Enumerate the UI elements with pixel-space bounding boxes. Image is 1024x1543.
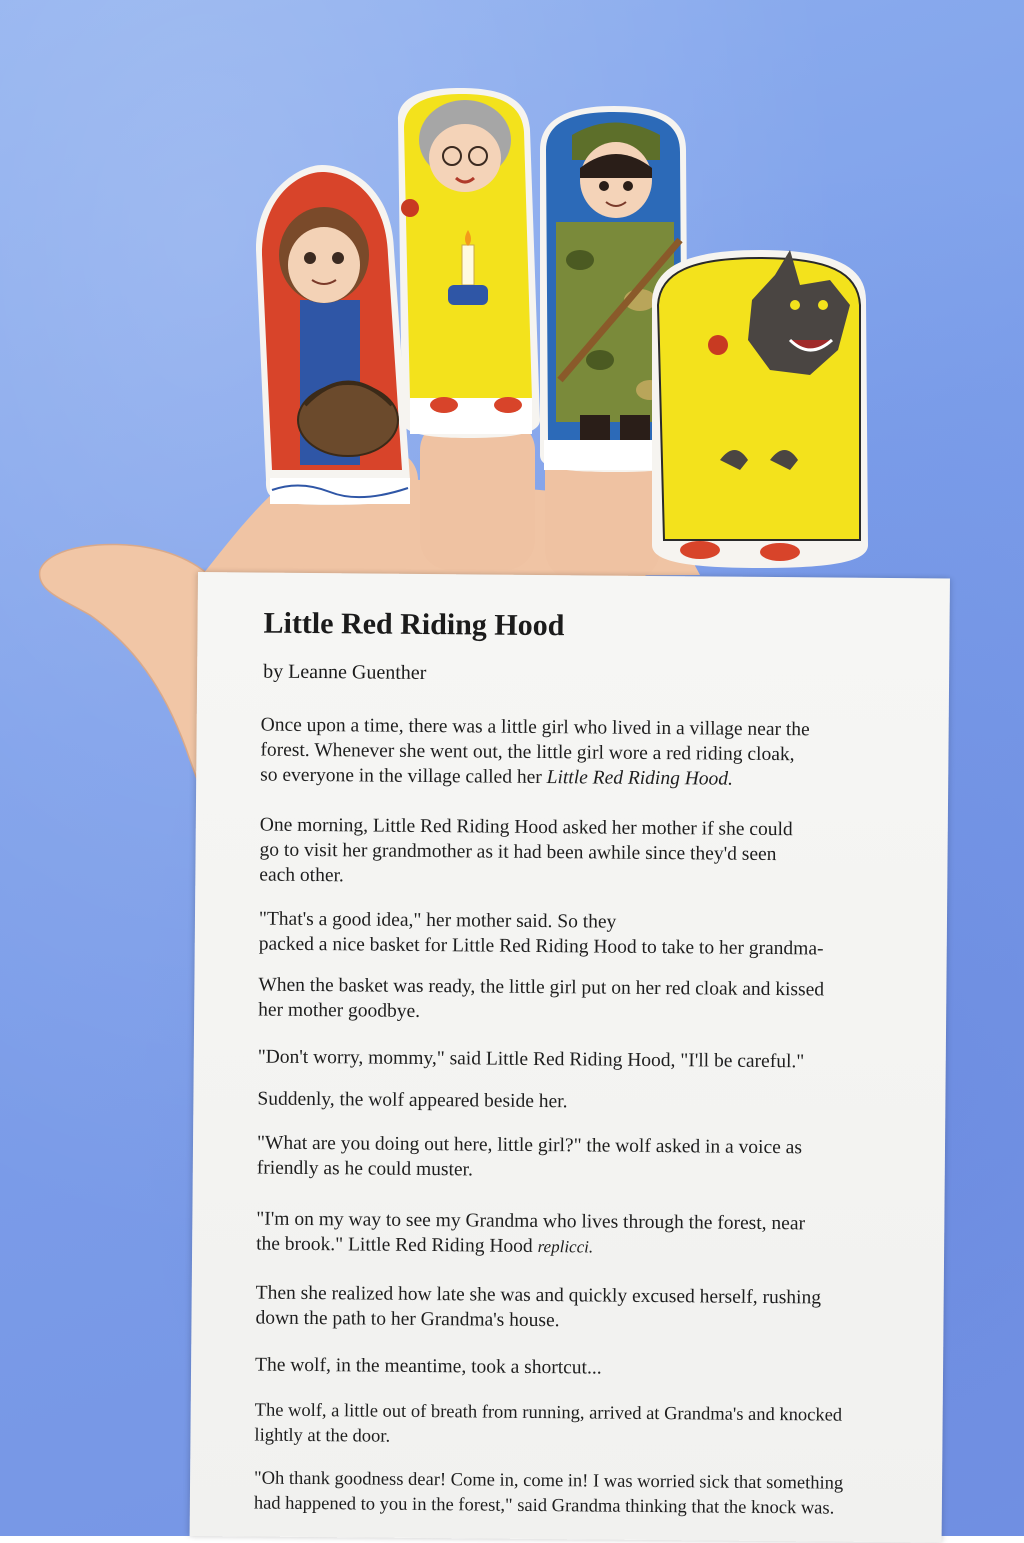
grandma-puppet-icon <box>398 88 540 438</box>
story-line: go to visit her grandmother as it had been awhile since they'd seen <box>259 839 777 866</box>
story-line: The wolf, in the meantime, took a shortcut... <box>254 1354 602 1379</box>
story-page <box>190 572 950 1543</box>
story-author: by Leanne Guenther <box>263 660 427 684</box>
story-line: down the path to her Grandma's house. <box>255 1307 560 1332</box>
story-paragraph <box>259 813 920 894</box>
story-line <box>256 1232 916 1263</box>
story-paragraph <box>254 1399 914 1455</box>
story-paragraph <box>256 1207 916 1263</box>
story-line: Once upon a time, there was a little girl who lived in a village near the <box>260 714 810 741</box>
story-line: packed a nice basket for Little Red Riding Hood to take to her grandma- <box>258 933 824 960</box>
story-line: When the basket was ready, the little girl put on her red cloak and kissed <box>258 974 825 1001</box>
story-line: The wolf, a little out of breath from running, arrived at Grandma's and knocked <box>254 1400 843 1426</box>
story-handwritten-word: replicci. <box>537 1236 594 1257</box>
story-line: her mother goodbye. <box>258 999 421 1022</box>
story-paragraph <box>258 973 918 1029</box>
story-line: "I'm on my way to see my Grandma who lives through the forest, near <box>256 1208 806 1235</box>
story-paragraph <box>259 907 919 963</box>
story-line: "Oh thank goodness dear! Come in, come in! I was worried sick that something <box>254 1468 844 1494</box>
story-line: "Don't worry, mommy," said Little Red Riding Hood, "I'll be careful." <box>257 1046 805 1073</box>
story-paragraph <box>260 713 921 794</box>
story-line: had happened to you in the forest," said Grandma thinking that the knock was. <box>253 1493 835 1519</box>
story-line <box>260 763 920 794</box>
red-riding-hood-puppet-icon <box>256 165 410 505</box>
story-paragraph <box>254 1467 914 1523</box>
story-line: One morning, Little Red Riding Hood asked her mother if she could <box>259 814 793 841</box>
story-paragraph <box>257 1131 917 1187</box>
story-line: "What are you doing out here, little girl?" the wolf asked in a voice as <box>256 1132 803 1159</box>
wolf-puppet-icon <box>652 250 868 568</box>
story-line: lightly at the door. <box>254 1425 391 1447</box>
story-paragraph <box>255 1281 915 1337</box>
story-line: forest. Whenever she went out, the little girl wore a red riding cloak, <box>260 739 795 766</box>
story-paragraph <box>258 1045 918 1076</box>
story-text: so everyone in the village called her <box>260 764 542 789</box>
story-title-emphasis: Little Red Riding Hood. <box>546 767 734 790</box>
story-line: each other. <box>259 864 344 887</box>
story-paragraph <box>255 1353 915 1384</box>
story-line: Suddenly, the wolf appeared beside her. <box>257 1088 568 1113</box>
story-line: Then she realized how late she was and quickly excused herself, rushing <box>255 1282 822 1309</box>
story-title: Little Red Riding Hood <box>263 606 565 643</box>
story-line: "That's a good idea," her mother said. So they <box>258 908 617 933</box>
story-text: the brook." Little Red Riding Hood <box>256 1233 533 1257</box>
story-line: friendly as he could muster. <box>256 1157 473 1181</box>
story-paragraph <box>257 1087 917 1118</box>
